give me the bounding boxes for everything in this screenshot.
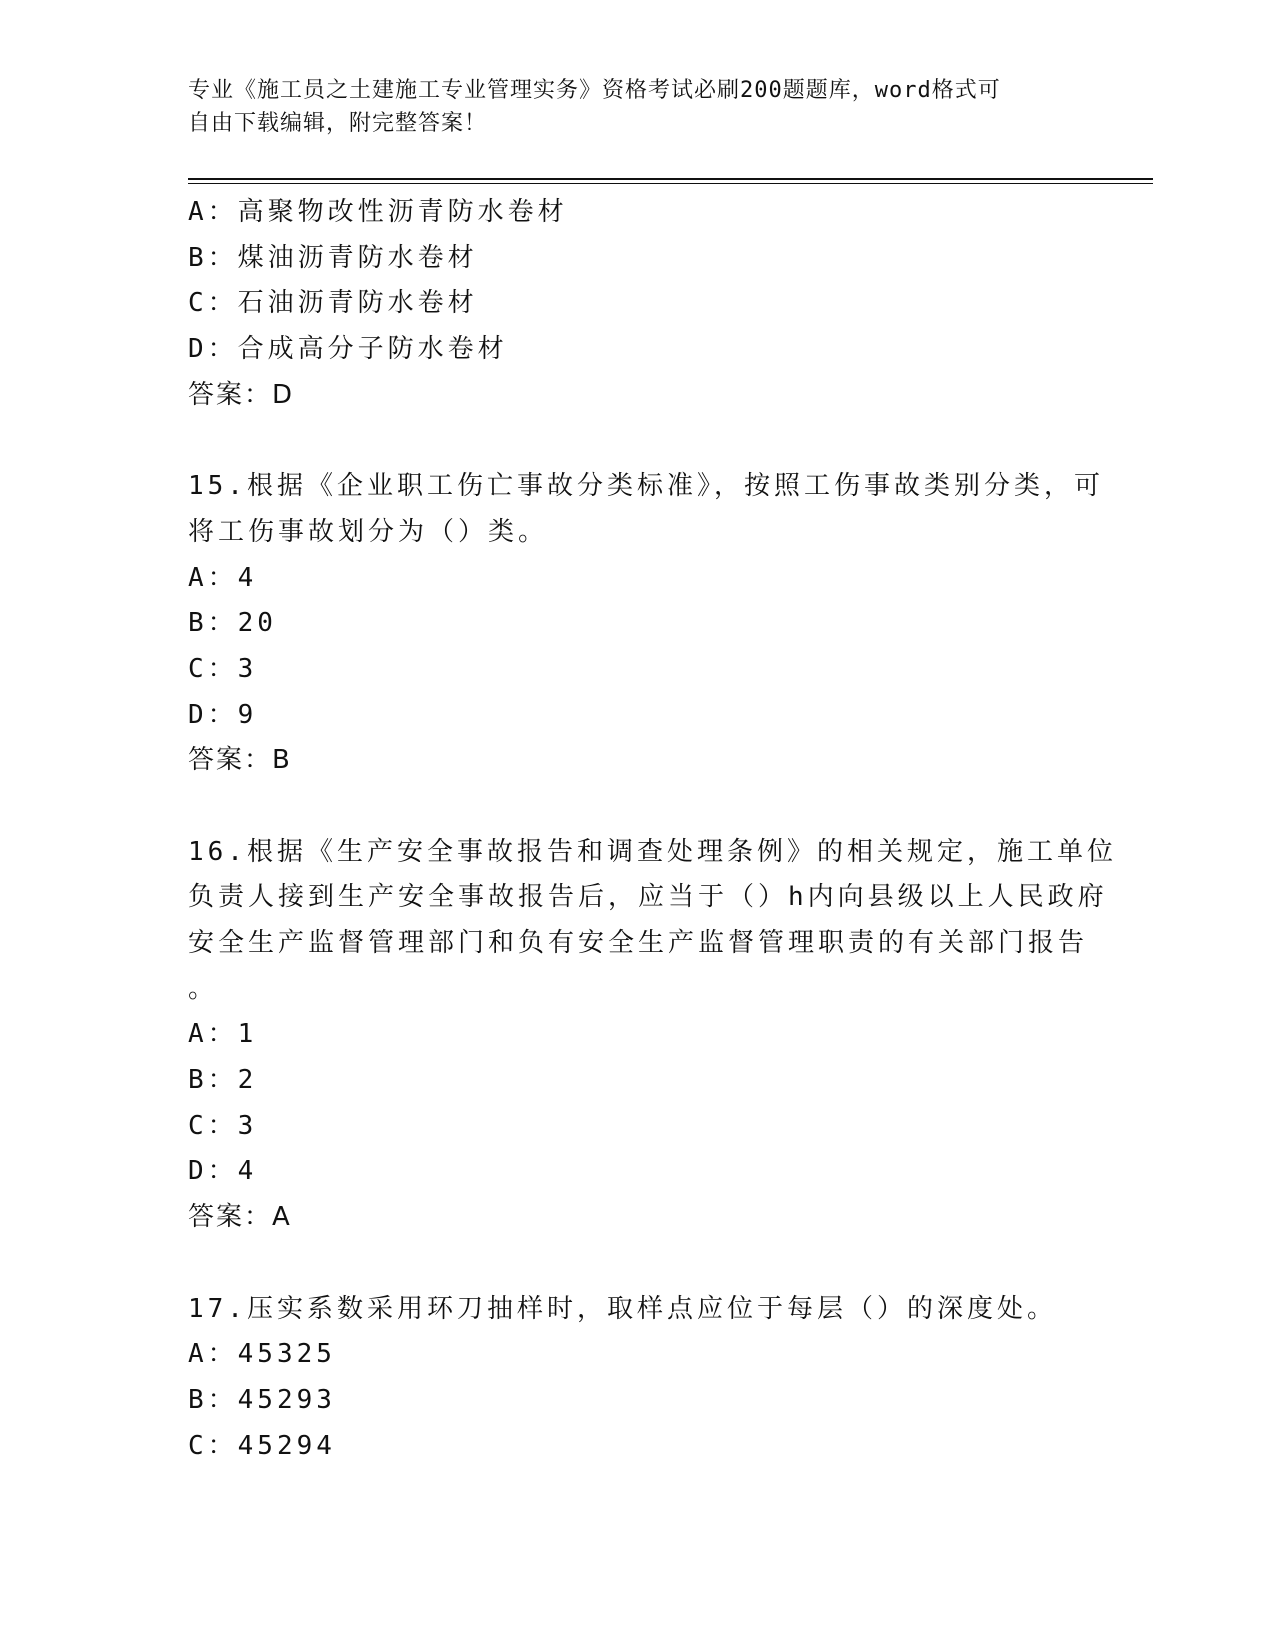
header-title-line-1: 专业《施工员之土建施工专业管理实务》资格考试必刷200题题库，word格式可 (188, 78, 1001, 103)
option-c: C：石油沥青防水卷材 (188, 288, 478, 319)
page-header (188, 74, 1088, 140)
question-text: 负责人接到生产安全事故报告后，应当于（）h内向县级以上人民政府 (188, 882, 1108, 913)
option-b: B：煤油沥青防水卷材 (188, 242, 478, 273)
option-a: A：4 (188, 562, 258, 593)
document-body (188, 190, 1117, 1469)
spacer (188, 784, 1088, 830)
option-c: C：3 (188, 1110, 258, 1141)
option-b: B：20 (188, 608, 277, 639)
question-14-block (188, 190, 1088, 418)
question-text: 。 (188, 973, 219, 1004)
header-rule-thick (188, 178, 1153, 180)
option-b: B：45293 (188, 1384, 336, 1415)
answer-line: 答案：D (188, 379, 295, 410)
spacer (188, 418, 1088, 464)
option-a: A：45325 (188, 1339, 336, 1370)
question-text: 16.根据《生产安全事故报告和调查处理条例》的相关规定，施工单位 (188, 836, 1117, 867)
option-b: B：2 (188, 1065, 258, 1096)
header-rule-thin (188, 183, 1153, 184)
answer-line: 答案：A (188, 1202, 292, 1233)
spacer (188, 1241, 1088, 1287)
question-16-block (188, 830, 1117, 1241)
header-title-line-2: 自由下载编辑，附完整答案！ (188, 111, 488, 136)
question-15-block (188, 464, 1104, 784)
option-d: D：合成高分子防水卷材 (188, 334, 508, 365)
question-text: 将工伤事故划分为（）类。 (188, 516, 549, 547)
question-text: 安全生产监督管理部门和负有安全生产监督管理职责的有关部门报告 (188, 928, 1089, 958)
question-text: 15.根据《企业职工伤亡事故分类标准》，按照工伤事故类别分类，可 (188, 471, 1104, 502)
option-d: D：4 (188, 1156, 258, 1187)
option-c: C：45294 (188, 1430, 336, 1461)
option-a: A：高聚物改性沥青防水卷材 (188, 197, 568, 227)
answer-line: 答案：B (188, 745, 292, 776)
question-17-block (188, 1287, 1088, 1470)
option-d: D：9 (188, 699, 258, 730)
option-a: A：1 (188, 1019, 258, 1050)
question-text: 17.压实系数采用环刀抽样时，取样点应位于每层（）的深度处。 (188, 1293, 1057, 1324)
option-c: C：3 (188, 653, 258, 684)
